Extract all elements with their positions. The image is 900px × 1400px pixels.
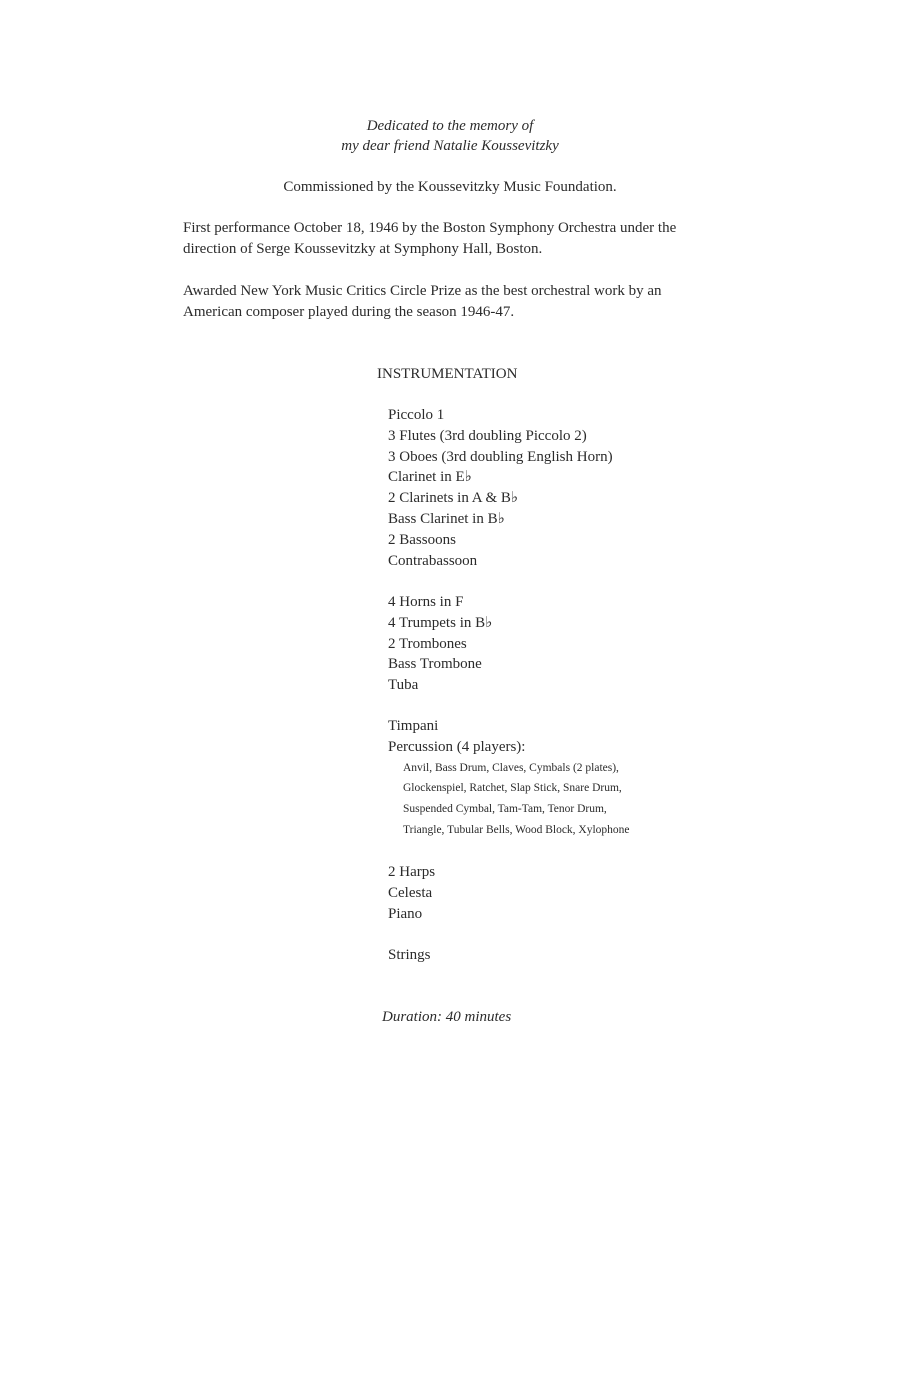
instrument-item: Contrabassoon — [388, 552, 478, 569]
percussion-list — [388, 758, 630, 841]
dedication-line-2: my dear friend Natalie Koussevitzky — [341, 138, 559, 154]
instrument-item: 2 Trombones — [388, 635, 467, 652]
duration-note: Duration: 40 minutes — [382, 1009, 512, 1025]
brass-group — [388, 592, 492, 696]
award-line-1: Awarded New York Music Critics Circle Prize as the best orchestral work by an — [183, 283, 662, 299]
percussion-list-line: Glockenspiel, Ratchet, Slap Stick, Snare Drum, — [403, 782, 622, 795]
instrument-item: Piano — [388, 905, 423, 922]
commission-note: Commissioned by the Koussevitzky Music Foundation. — [283, 179, 617, 195]
keyboards-harps-group — [388, 862, 435, 924]
dedication-line-1: Dedicated to the memory of — [366, 118, 534, 134]
instrument-item: 3 Oboes (3rd doubling English Horn) — [388, 448, 613, 465]
award-note — [183, 281, 723, 323]
instrument-item: 2 Harps — [388, 864, 436, 880]
instrument-item: Strings — [388, 947, 431, 963]
instrument-item: 3 Flutes (3rd doubling Piccolo 2) — [388, 427, 587, 444]
instrument-item: Tuba — [388, 677, 419, 694]
percussion-list-line: Triangle, Tubular Bells, Wood Block, Xylophone — [403, 823, 630, 836]
instrument-item: Celesta — [388, 884, 433, 901]
dedication — [0, 116, 900, 156]
instrument-item: Clarinet in E♭ — [388, 469, 472, 486]
instrument-item: Piccolo 1 — [388, 407, 445, 423]
instrument-item: 2 Bassoons — [388, 531, 456, 548]
woodwinds-group — [388, 405, 613, 571]
first-performance-line-2: direction of Serge Koussevitzky at Symphony Hall, Boston. — [183, 241, 543, 257]
award-line-2: American composer played during the season 1946-47. — [183, 304, 515, 320]
percussion-group — [388, 716, 630, 841]
percussion-list-line: Suspended Cymbal, Tam-Tam, Tenor Drum, — [403, 803, 607, 816]
instrument-item: Timpani — [388, 718, 439, 734]
strings-group — [388, 945, 431, 966]
percussion-list-line: Anvil, Bass Drum, Claves, Cymbals (2 plates), — [403, 761, 619, 774]
first-performance-note — [183, 218, 723, 260]
instrument-item: Bass Trombone — [388, 656, 482, 673]
instrument-item: 4 Horns in F — [388, 594, 464, 610]
first-performance-line-1: First performance October 18, 1946 by the Boston Symphony Orchestra under the — [183, 220, 677, 236]
instrument-item: 2 Clarinets in A & B♭ — [388, 490, 518, 507]
instrumentation-heading: INSTRUMENTATION — [377, 366, 518, 382]
percussion-label: Percussion (4 players): — [388, 738, 526, 755]
instrument-item: Bass Clarinet in B♭ — [388, 510, 505, 527]
instrument-item: 4 Trumpets in B♭ — [388, 614, 493, 631]
